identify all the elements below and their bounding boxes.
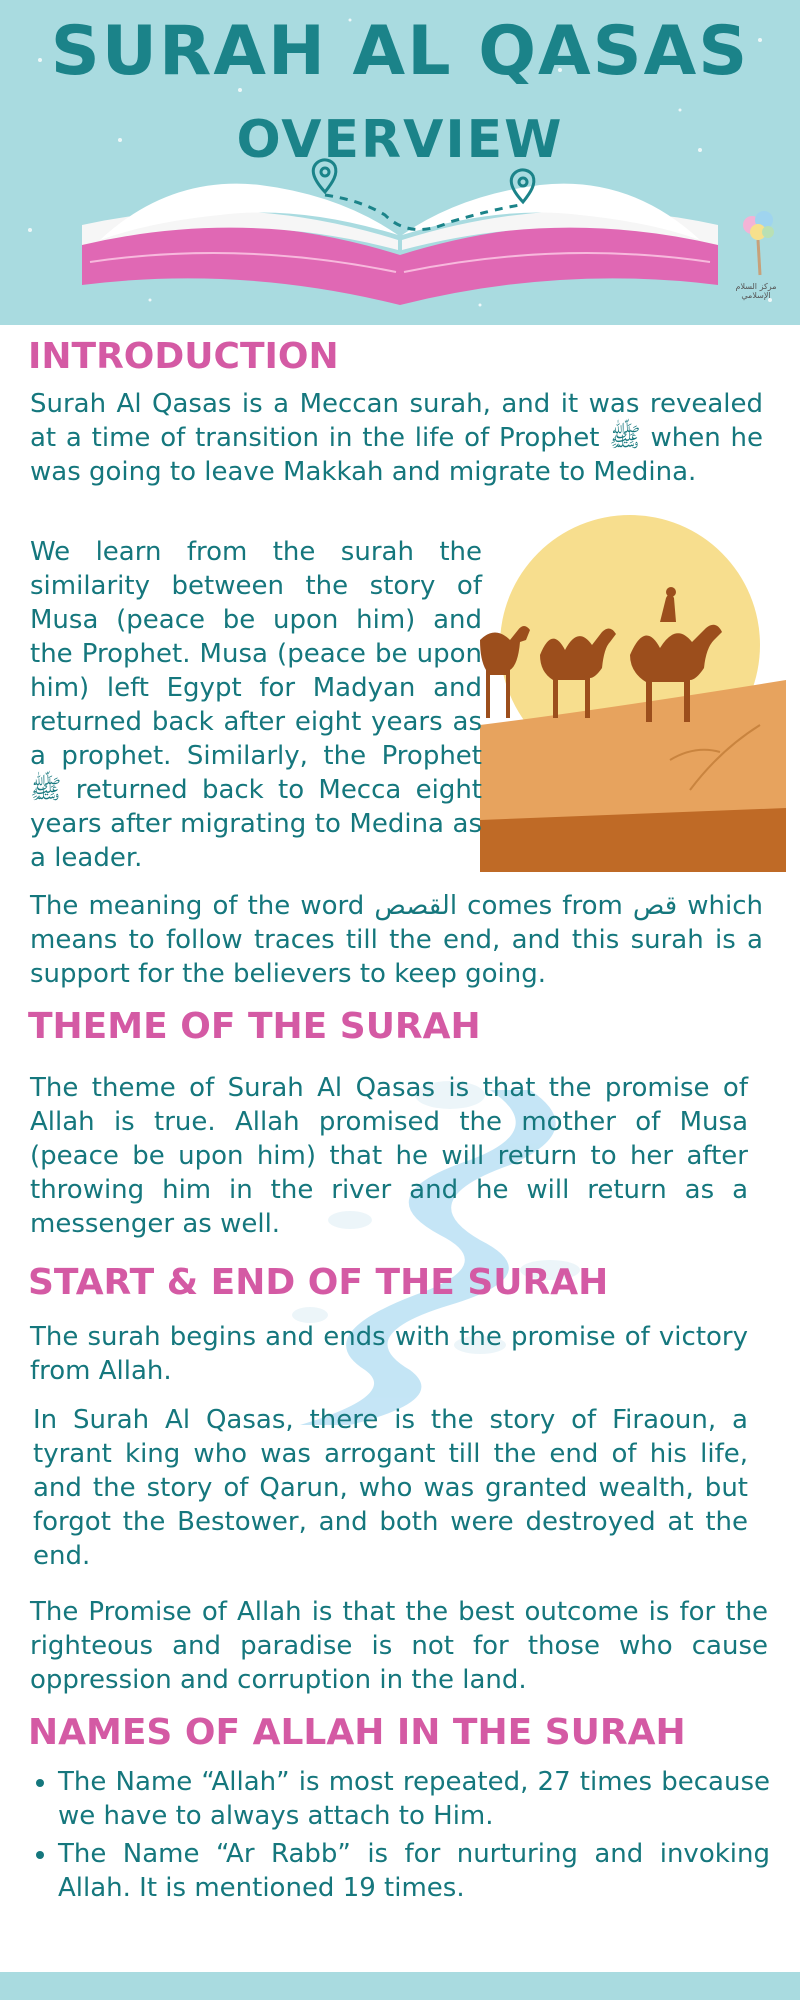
section-heading-introduction: INTRODUCTION	[28, 336, 339, 377]
section-heading-start-end: START & END OF THE SURAH	[28, 1262, 609, 1303]
footer-bar	[0, 1972, 800, 2000]
logo-text: مركز السلام الإسلامي	[735, 282, 777, 300]
names-list	[30, 1765, 770, 1909]
section-heading-theme: THEME OF THE SURAH	[28, 1006, 481, 1047]
intro-paragraph: Surah Al Qasas is a Meccan surah, and it was revealed at a time of transition in the life of Prophet ﷺ when he was going to leave Makkah and migrate to Medina.	[30, 389, 763, 487]
start-end-paragraph: The surah begins and ends with the promise of victory from Allah.	[30, 1322, 748, 1386]
intro-paragraph: The meaning of the word القصص comes from قص which means to follow traces till the end, and this surah is a support for the believers to keep going.	[30, 891, 763, 989]
start-end-paragraph: In Surah Al Qasas, there is the story of Firaoun, a tyrant king who was arrogant till the end of his life, and the story of Qarun, who was granted wealth, but forgot the Bestower, and both were destroyed at the end.	[33, 1405, 748, 1571]
start-end-paragraph: The Promise of Allah is that the best outcome is for the righteous and paradise is not for those who cause oppression and corruption in the land.	[30, 1597, 768, 1695]
open-book-icon	[82, 184, 718, 305]
desert-camels-illustration	[480, 490, 786, 872]
intro-paragraph: We learn from the surah the similarity between the story of Musa (peace be upon him) and the Prophet. Musa (peace be upon him) left Egypt for Madyan and returned back after eight years as a prophet. Similarly, the Prophet ﷺ returned back to Mecca eight years after migrating to Medina as a leader.	[30, 537, 482, 873]
page-title: SURAH AL QASAS	[50, 12, 750, 91]
list-item: • The Name “Allah” is most repeated, 27 times because we have to always attach to Him.	[58, 1765, 770, 1833]
section-heading-names: NAMES OF ALLAH IN THE SURAH	[28, 1712, 686, 1753]
theme-paragraph: The theme of Surah Al Qasas is that the promise of Allah is true. Allah promised the mother of Musa (peace be upon him) that he will return to her after throwing him in the river and he will return as a messenger as well.	[30, 1073, 748, 1239]
header-banner	[0, 0, 800, 325]
list-item: • The Name “Ar Rabb” is for nurturing and invoking Allah. It is mentioned 19 times.	[58, 1837, 770, 1905]
page-subtitle: OVERVIEW	[236, 110, 564, 170]
logo-icon	[743, 211, 774, 275]
